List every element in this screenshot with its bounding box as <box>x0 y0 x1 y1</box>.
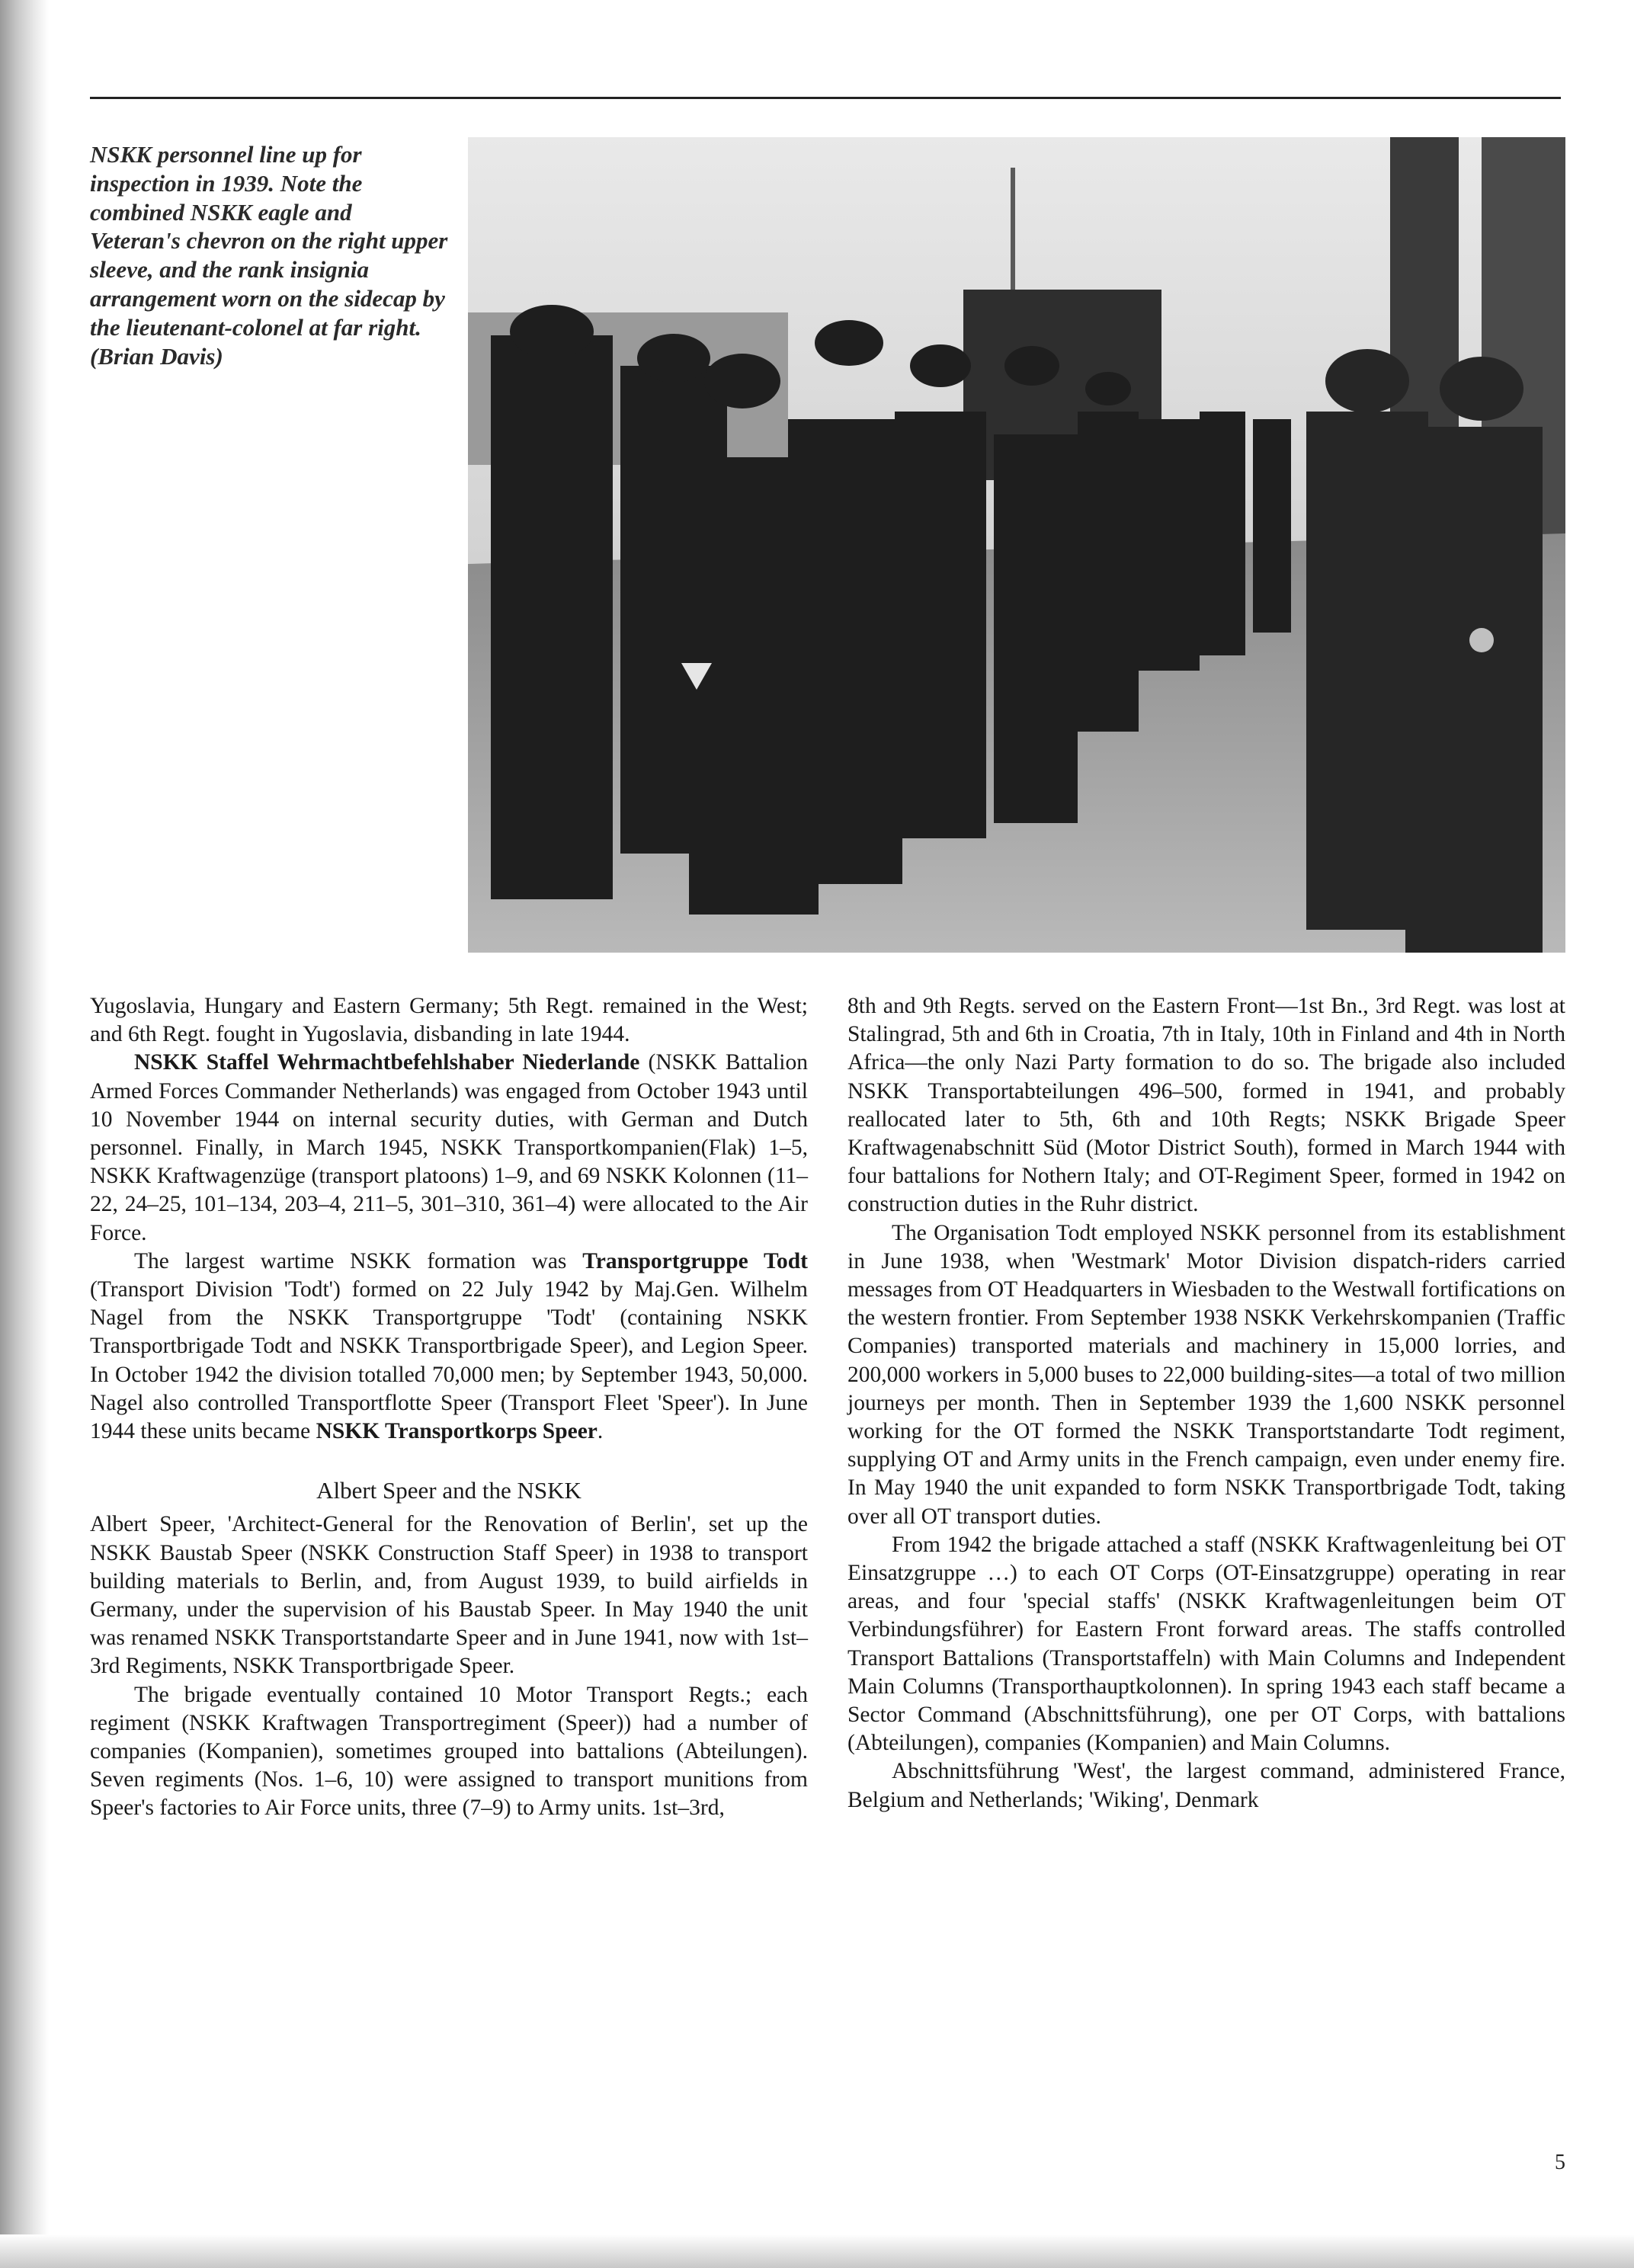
top-rule <box>90 97 1561 99</box>
page-number: 5 <box>1555 2151 1565 2174</box>
photo-illustration <box>468 137 1565 953</box>
transportgruppe-todt-name: Transportgruppe Todt <box>582 1248 808 1273</box>
caption-text: NSKK personnel line up for inspection in 1939. Note the combined NSKK eagle and Veteran's chevron on the right upper sleeve, and the rank insignia arrangement worn on the sidecap by the lieutenant-colonel at far right. <box>90 141 448 341</box>
left-paragraph-3-body: (Transport Division 'Todt') formed on 22 July 1942 by Maj.Gen. Wilhelm Nagel from the NSKK Transportgruppe 'Todt' (containing NSKK Transportbrigade Todt and NSKK Transportbrigade Speer), and Legion Speer. In October 1942 the division totalled 70,000 men; by September 1943, 50,000. Nagel also controlled Transportflotte Speer (Transport Fleet 'Speer'). In June 1944 these units became <box>90 1277 808 1444</box>
inspection-photo <box>468 137 1565 953</box>
caption-credit: (Brian Davis) <box>90 342 223 370</box>
left-paragraph-1: Yugoslavia, Hungary and Eastern Germany; 5th Regt. remained in the West; and 6th Regt. fought in Yugoslavia, disbanding in late 1944. <box>90 994 808 1047</box>
page-binding-shadow <box>0 0 49 2268</box>
left-paragraph-5: The brigade eventually contained 10 Motor Transport Regts.; each regiment (NSKK Kraftwagen Transportregiment (Speer)) had a number of companies (Kompanien), sometimes grouped into battalions (Abteilungen). Seven regiments (Nos. 1–6, 10) were assigned to transport munitions from Speer's factories to Air Force units, three (7–9) to Army units. 1st–3rd, <box>90 1682 808 1821</box>
photo-caption <box>90 140 448 371</box>
left-paragraph-2 <box>90 1049 808 1247</box>
left-paragraph-2-body: (NSKK Battalion Armed Forces Commander Netherlands) was engaged from October 1943 until 10 November 1944 on internal security duties, with German and Dutch personnel. Finally, in March 1945, NSKK Transportkompanien(Flak) 1–5, NSKK Kraftwagenzüge (transport platoons) 1–9, and 69 NSKK Kolonnen (11–22, 24–25, 101–134, 203–4, 211–5, 301–310, 361–4) were allocated to the Air Force. <box>90 1050 809 1245</box>
left-paragraph-3 <box>90 1248 808 1446</box>
right-text-column <box>847 992 1565 1815</box>
right-paragraph-4: Abschnittsführung 'West', the largest command, administered France, Belgium and Netherlands; 'Wiking', Denmark <box>847 1759 1565 1812</box>
right-paragraph-2: The Organisation Todt employed NSKK personnel from its establishment in June 1938, when 'Westmark' Motor Division dispatch-riders carried messages from OT Headquarters in Wiesbaden to the Westwall fortifications on the western frontier. From September 1938 NSKK Verkehrskompanien (Traffic Companies) transported materials and machinery in 15,000 lorries, and 200,000 workers in 5,000 buses to 22,000 building-sites—a total of two million journeys per month. Then in September 1939 the 1,600 NSKK personnel working for the OT formed the NSKK Transportstandarte Todt regiment, supplying OT and Army units in the French campaign, even under enemy fire. In May 1940 the unit expanded to form NSKK Transportbrigade Todt, taking over all OT transport duties. <box>847 1220 1565 1529</box>
left-paragraph-3-end: . <box>597 1419 604 1444</box>
transportkorps-speer-name: NSKK Transportkorps Speer <box>316 1419 598 1444</box>
left-paragraph-4: Albert Speer, 'Architect-General for the Renovation of Berlin', set up the NSKK Baustab Speer (NSKK Construction Staff Speer) in 1938 to transport building materials to Berlin, and, from August 1939, to build airfields in Germany, under the supervision of his Baustab Speer. In May 1940 the unit was renamed NSKK Transportstandarte Speer and in June 1941, now with 1st–3rd Regiments, NSKK Transportbrigade Speer. <box>90 1512 808 1679</box>
right-paragraph-3: From 1942 the brigade attached a staff (NSKK Kraftwagenleitung bei OT Einsatzgruppe …) to each OT Corps (OT-Einsatzgruppe) operating in rear areas, and four 'special staffs' (NSKK Kraftwagenleitungen beim OT Verbindungsführer) for Eastern Front forward areas. The staffs controlled Transport Battalions (Transportstaffeln) with Main Columns and Independent Main Columns (Transporthauptkolonnen). In spring 1943 each staff became a Sector Command (Abschnittsführung), one per OT Corps, with battalions (Abteilungen), companies (Kompanien) and Main Columns. <box>847 1532 1565 1756</box>
right-paragraph-1: 8th and 9th Regts. served on the Eastern Front—1st Bn., 3rd Regt. was lost at Stalingrad, 5th and 6th in Croatia, 7th in Italy, 10th in Finland and 4th in North Africa—the only Nazi Party formation to do so. The brigade also included NSKK Transportabteilungen 496–500, formed in 1941, and probably reallocated later to 5th, 6th and 10th Regts; NSKK Brigade Speer Kraftwagenabschnitt Süd (Motor District South), formed in March 1944 with four battalions for Nothern Italy; and OT-Regiment Speer, formed in 1942 on construction duties in the Ruhr district. <box>847 994 1565 1217</box>
niederlande-unit-name: NSKK Staffel Wehrmachtbefehlshaber Niederlande <box>134 1050 640 1075</box>
section-heading: Albert Speer and the NSKK <box>316 1477 582 1504</box>
left-paragraph-3-lead: The largest wartime NSKK formation was <box>134 1248 583 1273</box>
left-text-column <box>90 992 808 1823</box>
page-bottom-edge <box>0 2234 1634 2268</box>
